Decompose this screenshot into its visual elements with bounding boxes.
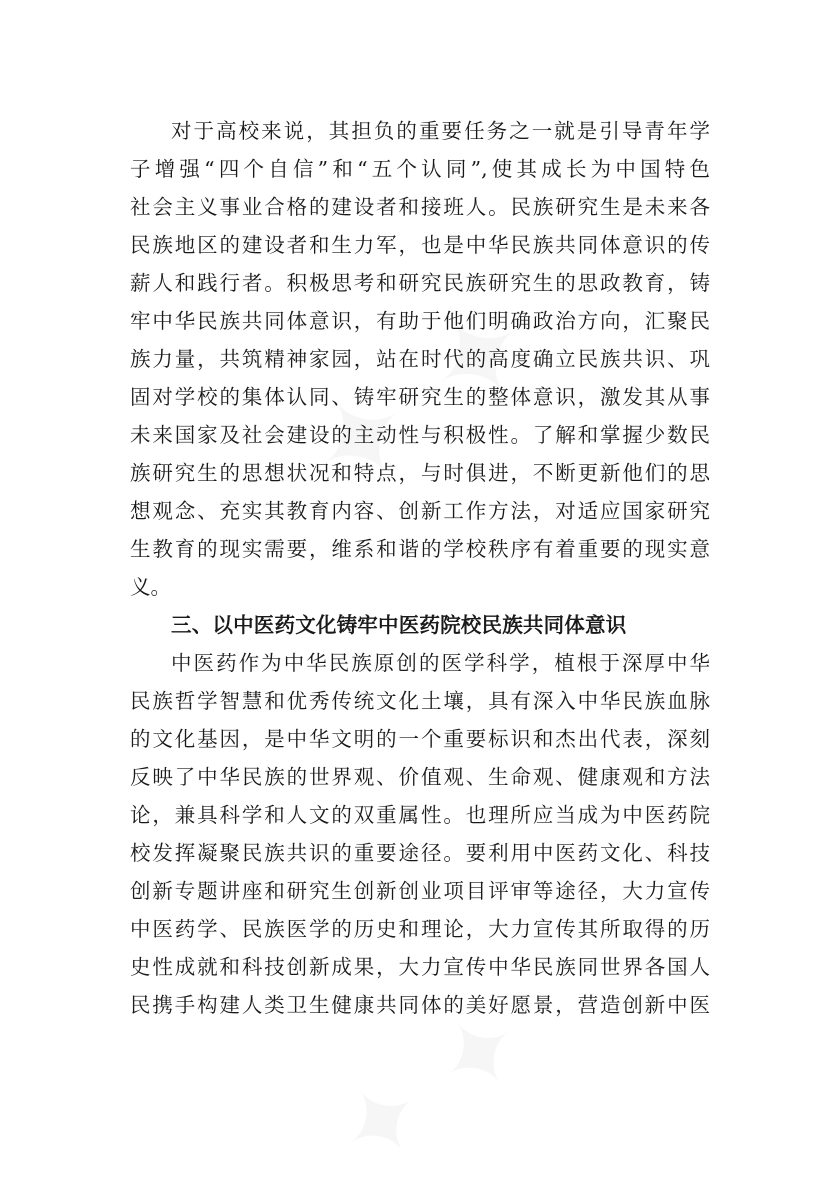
text-line: 社会主义事业合格的建设者和接班人。民族研究生是未来各 [130, 195, 710, 219]
text-line: 史性成就和科技创新成果，大力宣传中华民族同世界各国人 [130, 955, 710, 979]
text-line: 薪人和践行者。积极思考和研究民族研究生的思政教育，铸 [130, 271, 710, 295]
paragraph-1 [130, 112, 710, 606]
text-line: 对于高校来说，其担负的重要任务之一就是引导青年学 [171, 119, 710, 143]
text-line: 民携手构建人类卫生健康共同体的美好愿景，营造创新中医 [130, 993, 710, 1017]
text-line: 固对学校的集体认同、铸牢研究生的整体意识，激发其从事 [130, 385, 710, 409]
text-line: 未来国家及社会建设的主动性与积极性。了解和掌握少数民 [130, 423, 710, 447]
text-line: 论，兼具科学和人文的双重属性。也理所应当成为中医药院 [130, 803, 710, 827]
text-line: 生教育的现实需要，维系和谐的学校秩序有着重要的现实意 [130, 537, 710, 561]
text-line: 中医药学、民族医学的历史和理论，大力宣传其所取得的历 [130, 917, 710, 941]
document-page [130, 112, 710, 1024]
text-line: 义。 [130, 575, 171, 599]
text-line: 族力量，共筑精神家园，站在时代的高度确立民族共识、巩 [130, 347, 710, 371]
text-line: 反映了中华民族的世界观、价值观、生命观、健康观和方法 [130, 765, 710, 789]
paragraph-2 [130, 644, 710, 1024]
section-heading: 三、以中医药文化铸牢中医药院校民族共同体意识 [171, 613, 627, 637]
text-line: 子增强“四个自信”和“五个认同”,使其成长为中国特色 [130, 157, 710, 181]
text-line: 中医药作为中华民族原创的医学科学，植根于深厚中华 [171, 651, 710, 675]
text-line: 民族哲学智慧和优秀传统文化土壤，具有深入中华民族血脉 [130, 689, 710, 713]
text-line: 牢中华民族共同体意识，有助于他们明确政治方向，汇聚民 [130, 309, 710, 333]
text-line: 校发挥凝聚民族共识的重要途径。要利用中医药文化、科技 [130, 841, 710, 865]
text-line: 族研究生的思想状况和特点，与时俱进，不断更新他们的思 [130, 461, 710, 485]
text-line: 民族地区的建设者和生力军，也是中华民族共同体意识的传 [130, 233, 710, 257]
text-line: 想观念、充实其教育内容、创新工作方法，对适应国家研究 [130, 499, 710, 523]
text-line: 的文化基因，是中华文明的一个重要标识和杰出代表，深刻 [130, 727, 710, 751]
text-line: 创新专题讲座和研究生创新创业项目评审等途径，大力宣传 [130, 879, 710, 903]
